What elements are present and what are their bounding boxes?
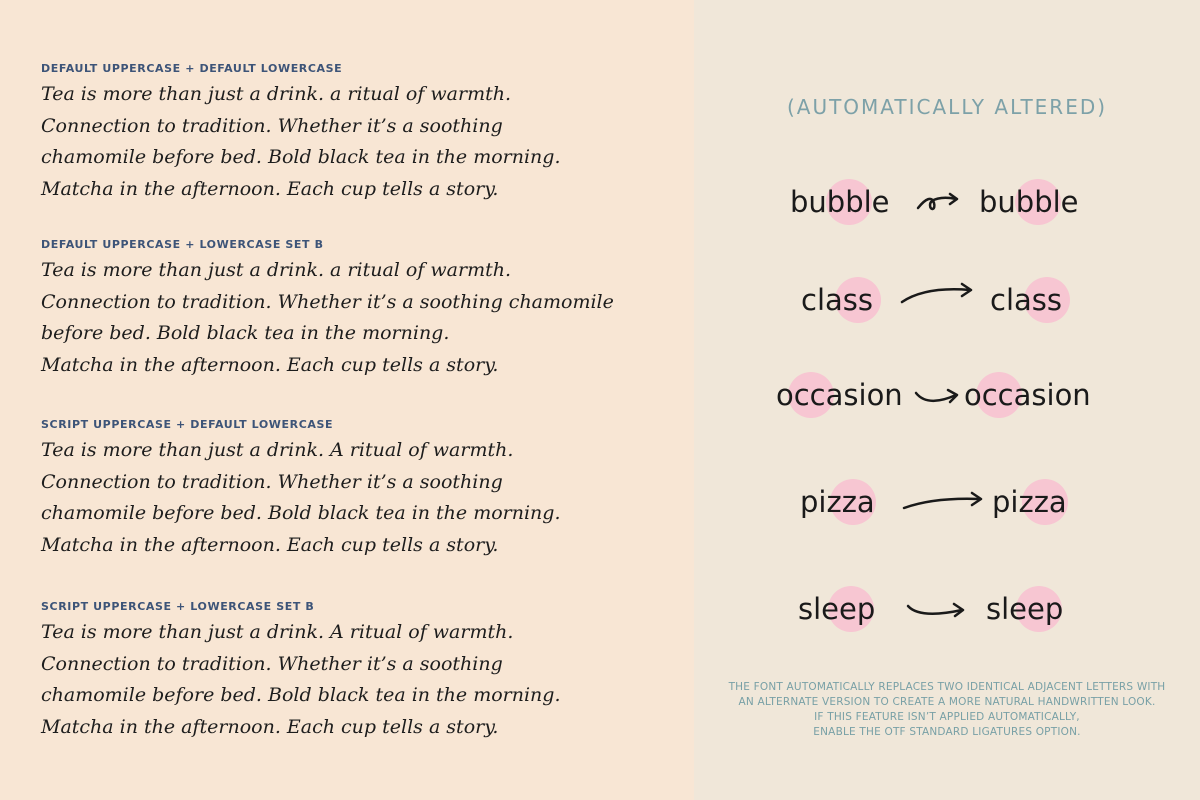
footnote-line: THE FONT AUTOMATICALLY REPLACES TWO IDENTICAL ADJACENT LETTERS WITH xyxy=(728,681,1166,693)
word-before xyxy=(798,579,875,639)
alternate-pair-class xyxy=(694,270,1200,330)
specimen-line: Connection to tradition. Whether it’s a soothing chamomile xyxy=(41,290,614,313)
specimen-label: SCRIPT UPPERCASE + DEFAULT LOWERCASE xyxy=(41,418,334,431)
specimen-line: Connection to tradition. Whether it’s a soothing xyxy=(41,470,503,493)
alternate-pair-occasion xyxy=(694,365,1200,425)
alternate-pair-pizza xyxy=(694,472,1200,532)
specimen-line: chamomile before bed. Bold black tea in the morning. xyxy=(41,684,561,706)
footnote-line: ENABLE THE OTF STANDARD LIGATURES OPTION. xyxy=(813,726,1081,738)
word-before-text: bubble xyxy=(790,185,890,219)
word-after xyxy=(964,365,1091,425)
specimen-block-3 xyxy=(41,418,681,561)
specimen-line: Connection to tradition. Whether it’s a soothing xyxy=(41,114,503,137)
word-before xyxy=(776,365,903,425)
specimen-label: SCRIPT UPPERCASE + LOWERCASE SET B xyxy=(41,600,315,613)
footnote-line: IF THIS FEATURE ISN’T APPLIED AUTOMATICALLY, xyxy=(814,711,1080,723)
arrow-icon xyxy=(904,579,970,639)
word-after xyxy=(986,579,1063,639)
word-after-text: pizza xyxy=(992,485,1067,519)
word-before-text: pizza xyxy=(800,485,875,519)
alternates-panel xyxy=(694,0,1200,800)
specimen-line: chamomile before bed. Bold black tea in the morning. xyxy=(41,146,561,168)
word-after-text: occasion xyxy=(964,378,1091,412)
word-after xyxy=(992,472,1067,532)
specimen-block-2 xyxy=(41,238,681,381)
word-after xyxy=(979,172,1079,232)
word-after-text: sleep xyxy=(986,592,1064,626)
arrow-icon xyxy=(900,472,986,532)
arrow-icon xyxy=(912,365,964,425)
specimen-line: Matcha in the afternoon. Each cup tells a story. xyxy=(41,715,499,738)
specimen-line: Tea is more than just a drink. a ritual of warmth. xyxy=(41,259,511,281)
specimen-line: Matcha in the afternoon. Each cup tells a story. xyxy=(41,533,499,556)
specimen-block-4 xyxy=(41,600,681,743)
alternate-pair-bubble xyxy=(694,172,1200,232)
word-after-text: bubble xyxy=(979,185,1079,219)
ligature-footnote xyxy=(694,680,1200,740)
word-before-text: class xyxy=(801,283,873,317)
footnote-line: AN ALTERNATE VERSION TO CREATE A MORE NATURAL HANDWRITTEN LOOK. xyxy=(738,696,1156,708)
word-before xyxy=(800,472,875,532)
word-before-text: occasion xyxy=(776,378,903,412)
specimen-line: before bed. Bold black tea in the morning. xyxy=(41,322,450,344)
specimen-line: Tea is more than just a drink. a ritual of warmth. xyxy=(41,83,511,105)
specimen-line: Tea is more than just a drink. A ritual of warmth. xyxy=(41,621,514,643)
specimen-line: chamomile before bed. Bold black tea in the morning. xyxy=(41,502,561,524)
arrow-icon xyxy=(898,270,978,330)
specimen-line: Matcha in the afternoon. Each cup tells a story. xyxy=(41,353,499,376)
specimen-line: Tea is more than just a drink. A ritual of warmth. xyxy=(41,439,514,461)
alternates-heading: (AUTOMATICALLY ALTERED) xyxy=(786,95,1108,119)
specimen-line: Connection to tradition. Whether it’s a soothing xyxy=(41,652,503,675)
specimen-block-1 xyxy=(41,62,681,205)
alternate-pair-sleep xyxy=(694,579,1200,639)
word-before-text: sleep xyxy=(798,592,876,626)
specimen-line: Matcha in the afternoon. Each cup tells a story. xyxy=(41,177,499,200)
specimen-label: DEFAULT UPPERCASE + DEFAULT LOWERCASE xyxy=(41,62,343,75)
word-after xyxy=(990,270,1062,330)
word-after-text: class xyxy=(990,283,1062,317)
word-before xyxy=(801,270,873,330)
specimen-label: DEFAULT UPPERCASE + LOWERCASE SET B xyxy=(41,238,324,251)
curly-arrow-icon xyxy=(912,172,972,232)
word-before xyxy=(790,172,890,232)
